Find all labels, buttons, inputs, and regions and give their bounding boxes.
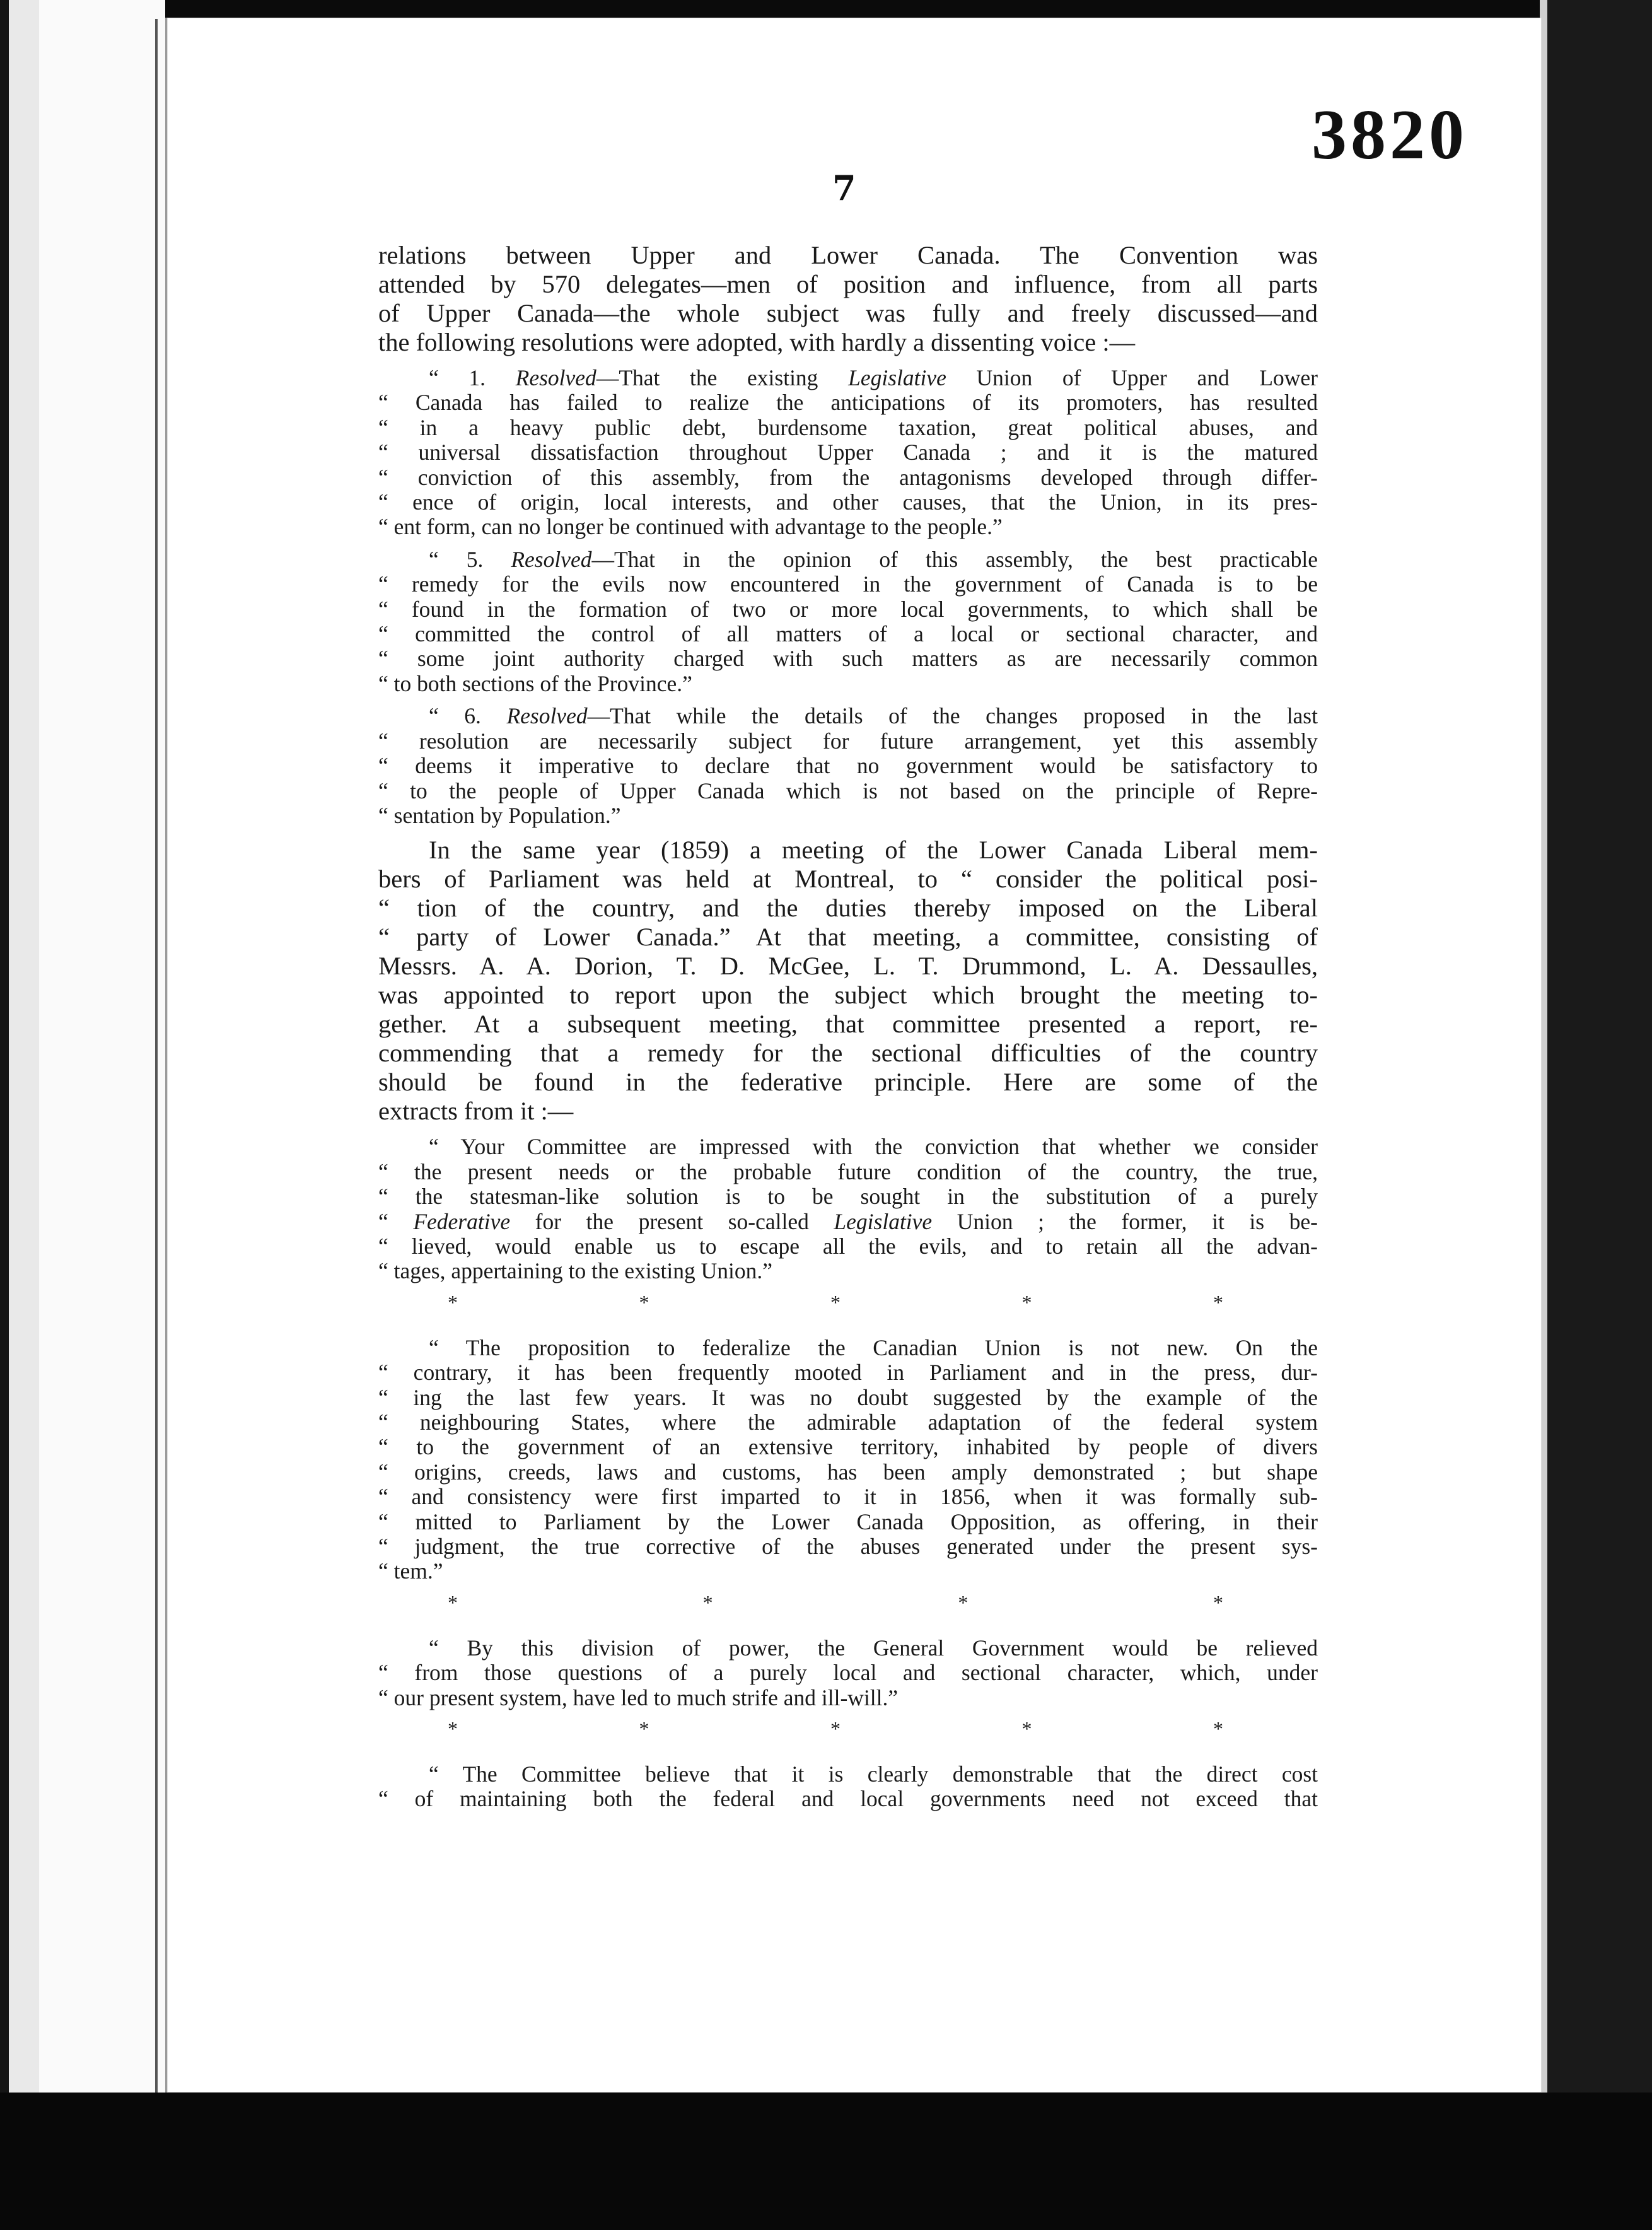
- text-line: “ remedy for the evils now encountered in the government of Canada is to be: [378, 572, 1318, 597]
- text-line: “ of maintaining both the federal and local governments need not exceed that: [378, 1787, 1318, 1812]
- text-line: extracts from it :—: [378, 1097, 574, 1126]
- text-line: In the same year (1859) a meeting of the Lower Canada Liberal mem-: [429, 836, 1318, 865]
- text-line: “ tion of the country, and the duties thereby imposed on the Liberal: [378, 894, 1318, 923]
- extract-3: [378, 1636, 1318, 1710]
- text-line: commending that a remedy for the sectional difficulties of the country: [378, 1039, 1318, 1068]
- text-line: the following resolutions were adopted, with hardly a dissenting voice :—: [378, 328, 1136, 356]
- text-line: “ sentation by Population.”: [378, 803, 621, 828]
- star: *: [639, 1717, 649, 1741]
- text-line: “ tem.”: [378, 1559, 443, 1584]
- star: *: [830, 1290, 841, 1314]
- star: *: [1021, 1290, 1032, 1314]
- star: *: [448, 1717, 458, 1741]
- star: *: [448, 1591, 458, 1614]
- text-line: “ and consistency were first imparted to it in 1856, when it was formally sub-: [378, 1485, 1318, 1510]
- text-line: “ committed the control of all matters of a local or sectional character, and: [378, 622, 1318, 647]
- text-line: “ conviction of this assembly, from the antagonisms developed through differ-: [378, 465, 1318, 490]
- text-line: “ our present system, have led to much strife and ill-will.”: [378, 1685, 899, 1710]
- star: *: [1213, 1591, 1223, 1614]
- text-line: “ universal dissatisfaction throughout Upper Canada ; and it is the matured: [378, 440, 1318, 465]
- separator-stars: [378, 1292, 1223, 1313]
- text-line: should be found in the federative principle. Here are some of the: [378, 1068, 1318, 1097]
- text-line: “ found in the formation of two or more local governments, to which shall be: [378, 597, 1318, 622]
- text-line: “ mitted to Parliament by the Lower Canada Opposition, as offering, in their: [378, 1509, 1318, 1534]
- separator-stars: [378, 1592, 1223, 1613]
- text-line: “ party of Lower Canada.” At that meeting, a committee, consisting of: [378, 923, 1318, 952]
- text-line: “ lieved, would enable us to escape all the evils, and to retain all the advan-: [378, 1234, 1318, 1259]
- extract-1: [378, 1135, 1318, 1283]
- text-line: “ 1. Resolved—That the existing Legislative Union of Upper and Lower: [429, 366, 1318, 390]
- text-line: relations between Upper and Lower Canada. The Convention was: [378, 241, 1318, 269]
- text-line: “ to the government of an extensive territory, inhabited by people of divers: [378, 1435, 1318, 1460]
- star: *: [639, 1290, 649, 1314]
- text-line: “ in a heavy public debt, burdensome taxation, great political abuses, and: [378, 415, 1318, 440]
- text-line: gether. At a subsequent meeting, that committee presented a report, re-: [378, 1010, 1318, 1039]
- resolution-1: [378, 366, 1318, 540]
- star: *: [448, 1290, 458, 1314]
- text-line: “ tages, appertaining to the existing Union.”: [378, 1259, 773, 1284]
- extract-2: [378, 1336, 1318, 1584]
- text-line: “ to both sections of the Province.”: [378, 671, 692, 696]
- text-line: “ resolution are necessarily subject for future arrangement, yet this assembly: [378, 728, 1318, 754]
- text-line: “ ent form, can no longer be continued with advantage to the people.”: [378, 515, 1003, 540]
- text-line: “ to the people of Upper Canada which is not based on the principle of Repre-: [378, 778, 1318, 803]
- left-page-margin: [0, 0, 165, 2230]
- text-line: “ The Committee believe that it is clearly demonstrable that the direct cost: [429, 1762, 1318, 1787]
- text-line: “ judgment, the true corrective of the abuses generated under the present sys-: [378, 1534, 1318, 1559]
- text-line: “ the present needs or the probable future condition of the country, the true,: [378, 1159, 1318, 1184]
- star: *: [830, 1717, 841, 1741]
- star: *: [958, 1591, 969, 1614]
- intro-paragraph: [378, 241, 1318, 357]
- text-line: Messrs. A. A. Dorion, T. D. McGee, L. T. Drummond, L. A. Dessaulles,: [378, 952, 1318, 981]
- bottom-scan-margin: [0, 2093, 1652, 2230]
- text-line: “ 6. Resolved—That while the details of the changes proposed in the last: [429, 704, 1318, 729]
- text-line: attended by 570 delegates—men of position and influence, from all parts: [378, 270, 1318, 298]
- stamp-number: 3820: [1312, 96, 1468, 174]
- star: *: [1213, 1717, 1223, 1741]
- text-line: “ origins, creeds, laws and customs, has been amply demonstrated ; but shape: [378, 1459, 1318, 1485]
- text-line: “ from those questions of a purely local and sectional character, which, under: [378, 1661, 1318, 1686]
- text-line: “ some joint authority charged with such matters as are necessarily common: [378, 646, 1318, 672]
- text-line: “ By this division of power, the General Government would be relieved: [429, 1635, 1318, 1661]
- text-line: bers of Parliament was held at Montreal, to “ consider the political posi-: [378, 865, 1318, 894]
- right-scan-margin: [1540, 0, 1652, 2230]
- text-line: “ the statesman-like solution is to be sought in the substitution of a purely: [378, 1184, 1318, 1210]
- text-line: “ Canada has failed to realize the anticipations of its promoters, has resulted: [378, 390, 1318, 416]
- text-line: was appointed to report upon the subject which brought the meeting to-: [378, 981, 1318, 1010]
- text-line: “ deems it imperative to declare that no government would be satisfactory to: [378, 754, 1318, 779]
- text-line: “ contrary, it has been frequently mooted in Parliament and in the press, dur-: [378, 1360, 1318, 1386]
- text-line: “ The proposition to federalize the Canadian Union is not new. On the: [429, 1335, 1318, 1360]
- page-body: [378, 241, 1318, 1819]
- star: *: [1021, 1717, 1032, 1741]
- text-line: “ 5. Resolved—That in the opinion of this assembly, the best practicable: [429, 547, 1318, 572]
- text-line: “ ence of origin, local interests, and other causes, that the Union, in its pres-: [378, 490, 1318, 515]
- resolution-6: [378, 704, 1318, 828]
- text-line: “ Federative for the present so-called Legislative Union ; the former, it is be-: [378, 1209, 1318, 1234]
- text-line: “ ing the last few years. It was no doubt suggested by the example of the: [378, 1385, 1318, 1410]
- text-line: “ Your Committee are impressed with the conviction that whether we consider: [429, 1135, 1318, 1160]
- text-line: “ neighbouring States, where the admirable adaptation of the federal system: [378, 1410, 1318, 1435]
- montreal-paragraph: [378, 836, 1318, 1126]
- text-line: of Upper Canada—the whole subject was fully and freely discussed—and: [378, 299, 1318, 327]
- star: *: [1213, 1290, 1223, 1314]
- resolution-5: [378, 547, 1318, 696]
- extract-4: [378, 1762, 1318, 1812]
- star: *: [702, 1591, 713, 1614]
- page-number: 7: [832, 168, 856, 208]
- binding-edge: [155, 19, 158, 2094]
- separator-stars: [378, 1718, 1223, 1739]
